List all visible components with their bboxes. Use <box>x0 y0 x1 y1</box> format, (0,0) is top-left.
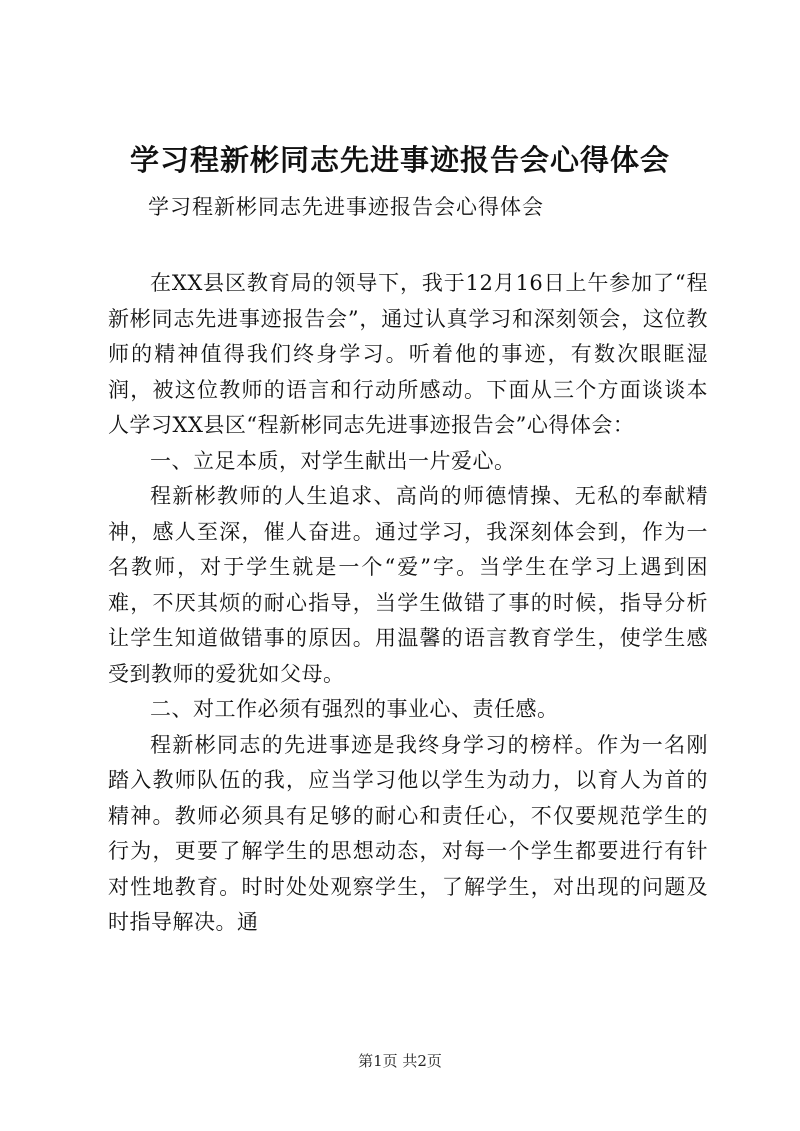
section-heading-1: 一、立足本质，对学生献出一片爱心。 <box>150 448 516 473</box>
paragraph-section-2: 程新彬同志的先进事迹是我终身学习的榜样。作为一名刚踏入教师队伍的我，应当学习他以学生为动力，以育人为首的精神。教师必须具有足够的耐心和责任心，不仅要规范学生的行为，更要了解学生的思想动态，对每一个学生都要进行有针对性地教育。时时处处观察学生，了解学生，对出现的问题及时指导解决。通 <box>108 732 708 934</box>
document-title: 学习程新彬同志先进事迹报告会心得体会 <box>129 143 670 177</box>
section-heading-2: 二、对工作必须有强烈的事业心、责任感。 <box>150 697 559 721</box>
paragraph-intro: 在XX县区教育局的领导下，我于12月16日上午参加了“程新彬同志先进事迹报告会”，通过认真学习和深刻领会，这位教师的精神值得我们终身学习。听着他的事迹，有数次眼眶湿润，被这位教师的语言和行动所感动。下面从三个方面谈谈本人学习XX县区“程新彬同志先进事迹报告会”心得体会： <box>108 271 708 437</box>
document-body <box>108 266 708 941</box>
document-subtitle: 学习程新彬同志先进事迹报告会心得体会 <box>148 195 544 219</box>
page-number-footer: 第1页 共2页 <box>358 1052 442 1070</box>
paragraph-section-1: 程新彬教师的人生追求、高尚的师德情操、无私的奉献精神，感人至深，催人奋进。通过学习，我深刻体会到，作为一名教师，对于学生就是一个“爱”字。当学生在学习上遇到困难，不厌其烦的耐心指导，当学生做错了事的时候，指导分析让学生知道做错事的原因。用温馨的语言教育学生，使学生感受到教师的爱犹如父母。 <box>108 484 708 686</box>
